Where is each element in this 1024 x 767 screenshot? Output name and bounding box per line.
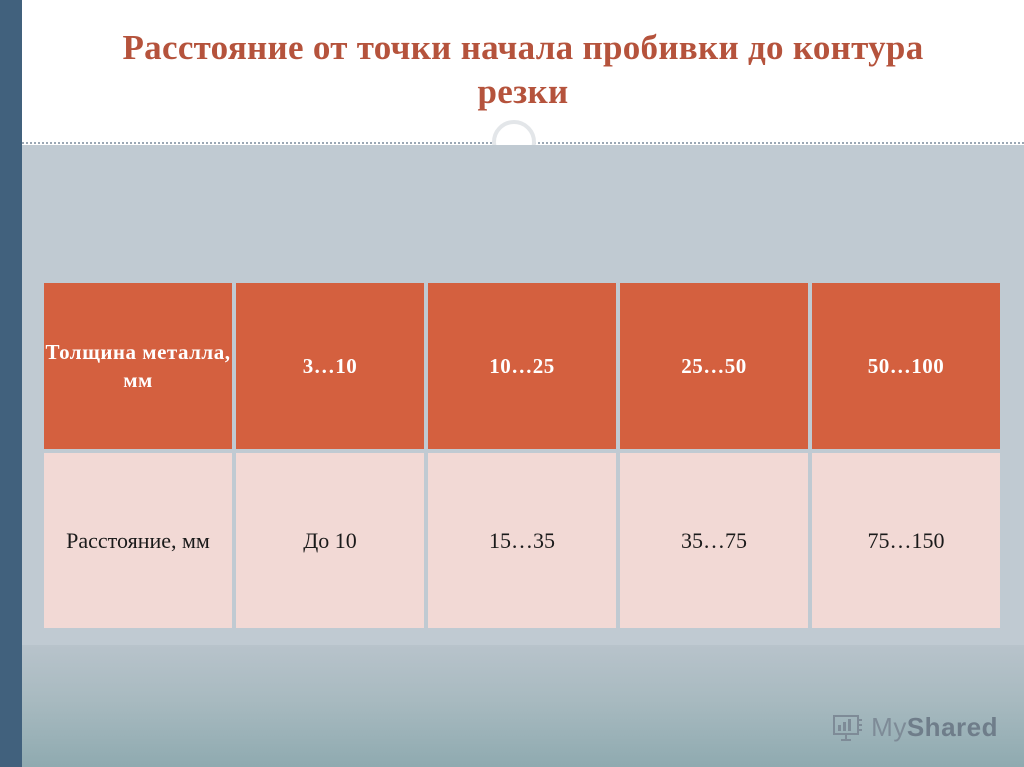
bottom-gradient-band	[22, 645, 1024, 767]
table-header-row	[44, 283, 1000, 449]
table-header-cell: 50…100	[812, 283, 1000, 449]
logo-text-light: My	[871, 712, 907, 742]
table-header-cell: 3…10	[236, 283, 424, 449]
table-cell: 35…75	[620, 453, 808, 628]
presentation-board-icon	[833, 714, 863, 742]
table-header-cell: Толщина металла, мм	[44, 283, 232, 449]
table-header-cell: 10…25	[428, 283, 616, 449]
distance-table	[40, 279, 1004, 632]
left-accent-band	[0, 0, 22, 767]
page-title: Расстояние от точки начала пробивки до контура резки	[122, 27, 924, 111]
table-header-cell: 25…50	[620, 283, 808, 449]
logo-text	[871, 712, 998, 743]
table-cell: До 10	[236, 453, 424, 628]
mysha red-logo	[833, 712, 998, 743]
table-cell: 75…150	[812, 453, 1000, 628]
table-cell: 15…35	[428, 453, 616, 628]
table-cell: Расстояние, мм	[44, 453, 232, 628]
table-row	[44, 453, 1000, 628]
logo-text-bold: Shared	[906, 712, 998, 742]
